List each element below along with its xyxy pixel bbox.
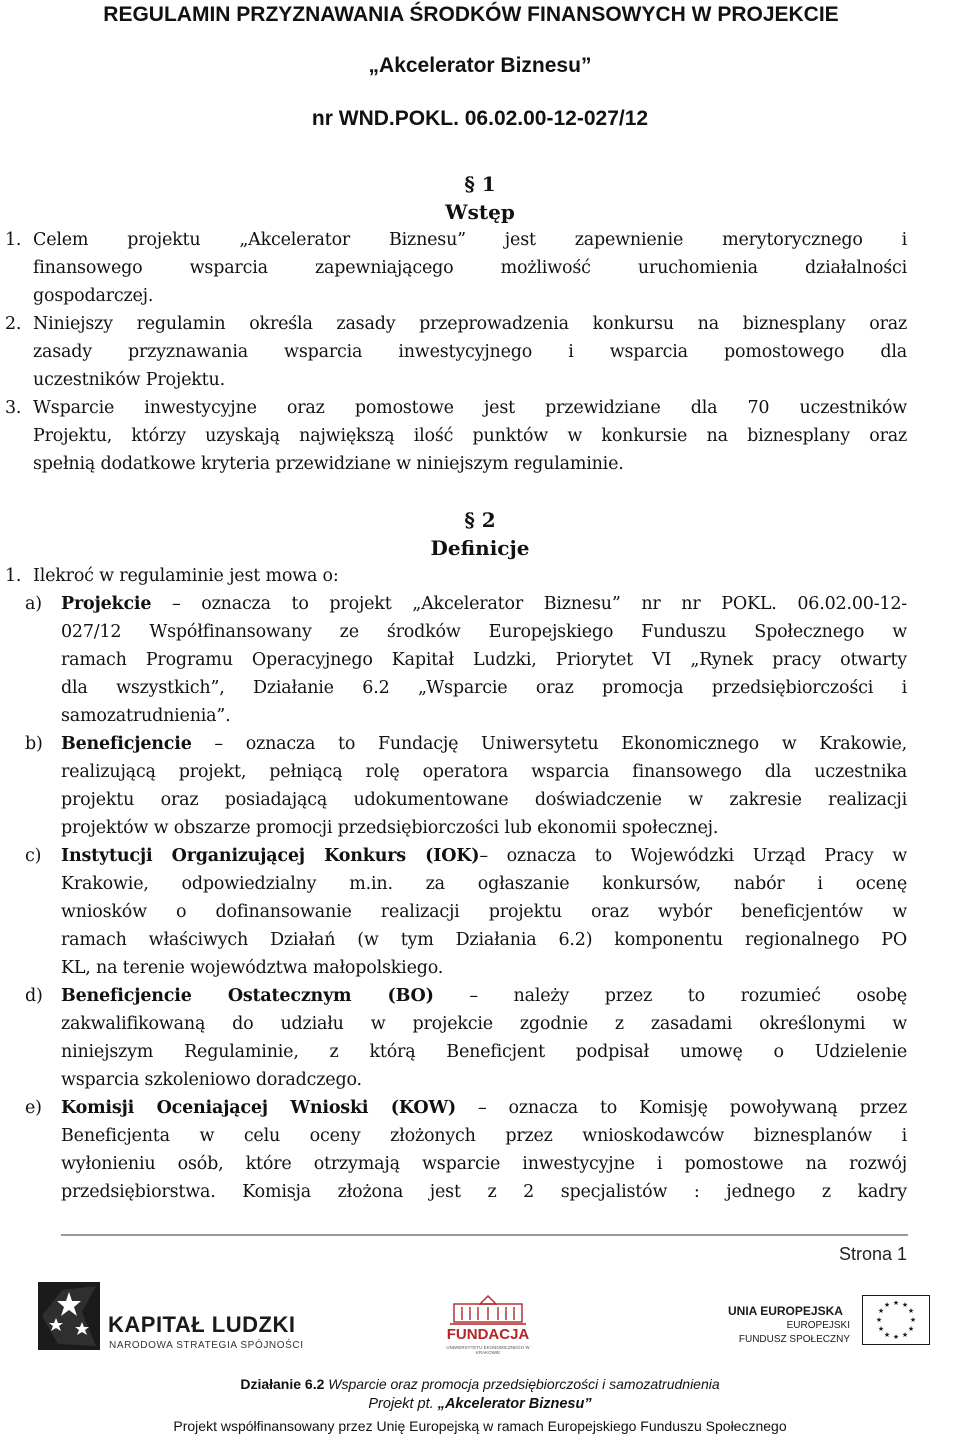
definition-line: 027/12 Współfinansowany ze środków Europejskiego Funduszu Społecznego w xyxy=(61,622,907,642)
svg-text:★: ★ xyxy=(883,1301,891,1309)
document-title: REGULAMIN PRZYZNAWANIA ŚRODKÓW FINANSOWYCH W PROJEKCIE xyxy=(103,3,839,26)
eu-flag-icon xyxy=(862,1295,930,1345)
paragraph-line: Celem projektu „Akcelerator Biznesu” jest zapewnienie merytorycznego i xyxy=(33,230,907,250)
paragraph-line: Niniejszy regulamin określa zasady przeprowadzenia konkursu na biznesplany oraz xyxy=(33,314,907,334)
definition-term: Komisji Oceniającej Wnioski (KOW) xyxy=(61,1098,457,1118)
section-2-heading: Definicje xyxy=(430,536,530,560)
definition-line: wniosków o dofinansowanie realizacji projektu oraz wybór beneficjentów w xyxy=(61,902,907,922)
kapital-ludzki-title: KAPITAŁ LUDZKI xyxy=(108,1312,296,1337)
svg-text:★: ★ xyxy=(907,1325,915,1333)
list-marker: e) xyxy=(25,1098,42,1118)
paragraph-number: 2. xyxy=(5,314,22,334)
svg-text:★: ★ xyxy=(877,1307,885,1315)
definition-line: Krakowie, odpowiedzialny m.in. za ogłaszanie konkursów, nabór i ocenę xyxy=(61,874,907,894)
paragraph-line: gospodarczej. xyxy=(33,286,154,306)
definition-line: przedsiębiorstwa. Komisja złożona jest z 2 specjalistów : jednego z kadry xyxy=(61,1182,907,1202)
definition-line: realizującą projekt, pełniącą rolę operatora wsparcia finansowego dla uczestnika xyxy=(61,762,907,782)
definition-line: Projekcie – oznacza to projekt „Akcelerator Biznesu” nr nr POKL. 06.02.00-12- xyxy=(61,594,907,614)
footer-line-3: Projekt współfinansowany przez Unię Europejską w ramach Europejskiego Funduszu Społecznego xyxy=(173,1418,787,1434)
footer-line-2: Projekt pt. „Akcelerator Biznesu” xyxy=(368,1396,592,1412)
svg-text:★: ★ xyxy=(875,1316,883,1324)
definition-line: Instytucji Organizującej Konkurs (IOK)– oznacza to Wojewódzki Urząd Pracy w xyxy=(61,846,907,866)
eu-label-1: UNIA EUROPEJSKA xyxy=(728,1304,843,1318)
paragraph-number: 3. xyxy=(5,398,22,418)
definition-line: wsparcia szkoleniowo doradczego. xyxy=(61,1070,362,1090)
section-1-heading: Wstęp xyxy=(445,200,515,224)
svg-text:★: ★ xyxy=(892,1333,900,1341)
footer-divider xyxy=(61,1234,908,1236)
definition-term: Projekcie xyxy=(61,594,152,614)
svg-text:★: ★ xyxy=(907,1307,915,1315)
eu-label-2: EUROPEJSKI xyxy=(786,1320,850,1331)
list-marker: d) xyxy=(25,986,43,1006)
svg-text:★: ★ xyxy=(892,1299,900,1307)
paragraph-line: uczestników Projektu. xyxy=(33,370,225,390)
definition-line: projektów w obszarze promocji przedsiębiorczości lub ekonomii społecznej. xyxy=(61,818,719,838)
svg-text:★: ★ xyxy=(909,1316,917,1324)
definition-line: niniejszym Regulaminie, z którą Beneficjent podpisał umowę o Udzielenie xyxy=(61,1042,907,1062)
fundacja-title: FUNDACJA xyxy=(446,1326,530,1343)
svg-text:★: ★ xyxy=(901,1301,909,1309)
project-number: nr WND.POKL. 06.02.00-12-027/12 xyxy=(311,107,649,130)
section-1-symbol: § 1 xyxy=(464,172,496,196)
definition-line: Beneficjencie – oznacza to Fundację Uniwersytetu Ekonomicznego w Krakowie, xyxy=(61,734,907,754)
svg-text:★: ★ xyxy=(877,1325,885,1333)
project-name-heading: „Akcelerator Biznesu” xyxy=(368,54,592,77)
definition-term: Beneficjencie xyxy=(61,734,192,754)
definition-line: Beneficjenta w celu oceny złożonych przez wnioskodawców biznesplanów i xyxy=(61,1126,907,1146)
svg-text:★: ★ xyxy=(901,1331,909,1339)
definition-term: Instytucji Organizującej Konkurs (IOK) xyxy=(61,846,480,866)
fundacja-building-icon xyxy=(446,1294,530,1326)
definition-line: ramach Programu Operacyjnego Kapitał Ludzki, Priorytet VI „Rynek pracy otwarty xyxy=(61,650,907,670)
list-marker: b) xyxy=(25,734,43,754)
definition-line: wyłonieniu osób, które otrzymają wsparcie inwestycyjne i pomostowe na rozwój xyxy=(61,1154,907,1174)
list-marker: c) xyxy=(25,846,42,866)
definition-line: KL, na terenie województwa małopolskiego. xyxy=(61,958,444,978)
page-number: Strona 1 xyxy=(838,1244,907,1264)
definition-line: dla wszystkich”, Działanie 6.2 „Wsparcie oraz promocja przedsiębiorczości i xyxy=(61,678,907,698)
definition-term: Beneficjencie Ostatecznym (BO) xyxy=(61,986,434,1006)
fundacja-subtitle: UNIWERSYTETU EKONOMICZNEGO W KRAKOWIE xyxy=(446,1345,530,1355)
definition-line: samozatrudnienia”. xyxy=(61,706,231,726)
footer-line-1: Działanie 6.2 Wsparcie oraz promocja przedsiębiorczości i samozatrudnienia xyxy=(240,1376,720,1392)
definition-line: projektu oraz posiadającą udokumentowane doświadczenie w zakresie realizacji xyxy=(61,790,907,810)
paragraph-number: 1. xyxy=(5,566,22,586)
paragraph-number: 1. xyxy=(5,230,22,250)
paragraph-line: Projektu, którzy uzyskają największą ilość punktów w konkursie na biznesplany oraz xyxy=(33,426,907,446)
section-2-symbol: § 2 xyxy=(464,508,496,532)
kapital-ludzki-subtitle: NARODOWA STRATEGIA SPÓJNOŚCI xyxy=(109,1340,304,1351)
paragraph-line: spełnią dodatkowe kryteria przewidziane w niniejszym regulaminie. xyxy=(33,454,624,474)
paragraph-line: Ilekroć w regulaminie jest mowa o: xyxy=(33,566,339,586)
definition-line: ramach właściwych Działań (w tym Działania 6.2) komponentu regionalnego PO xyxy=(61,930,907,950)
eu-label-3: FUNDUSZ SPOŁECZNY xyxy=(738,1334,850,1345)
definition-line: Beneficjencie Ostatecznym (BO) – należy przez to rozumieć osobę xyxy=(61,986,907,1006)
paragraph-line: zasady przyznawania wsparcia inwestycyjnego i wsparcia pomostowego dla xyxy=(33,342,907,362)
definition-line: Komisji Oceniającej Wnioski (KOW) – oznacza to Komisję powoływaną przez xyxy=(61,1098,907,1118)
svg-text:★: ★ xyxy=(883,1331,891,1339)
list-marker: a) xyxy=(25,594,42,614)
paragraph-line: Wsparcie inwestycyjne oraz pomostowe jest przewidziane dla 70 uczestników xyxy=(33,398,907,418)
paragraph-line: finansowego wsparcia zapewniającego możliwość uruchomienia działalności xyxy=(33,258,907,278)
definition-line: zakwalifikowaną do udziału w projekcie zgodnie z zasadami określonymi w xyxy=(61,1014,907,1034)
kapital-ludzki-logo-icon xyxy=(38,1282,100,1350)
